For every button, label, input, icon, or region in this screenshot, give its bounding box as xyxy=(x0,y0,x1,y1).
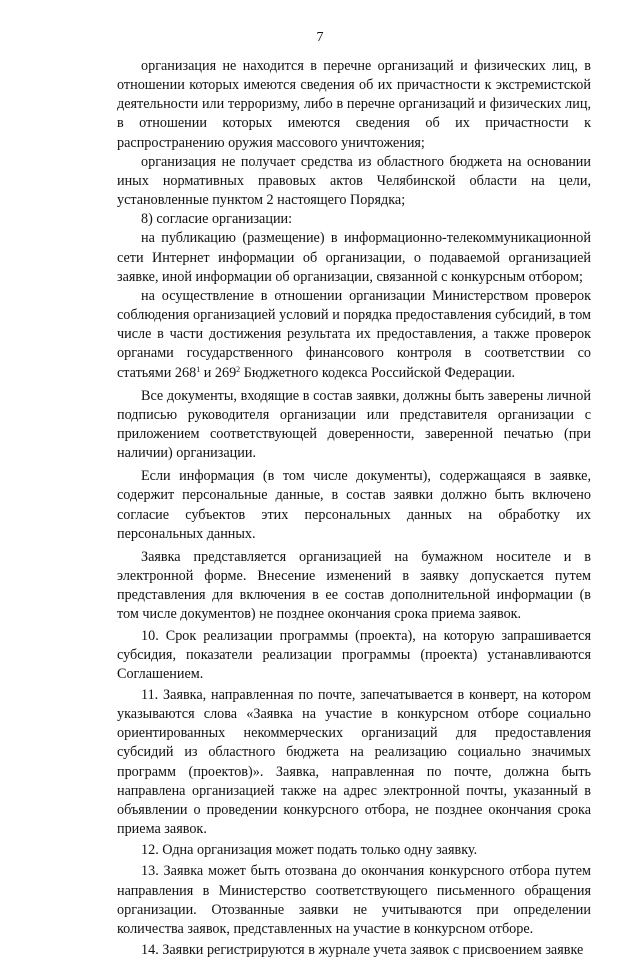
paragraph-item-12: 12. Одна организация может подать только одну заявку. xyxy=(141,842,478,859)
inspection-text-mid: и 269 xyxy=(200,364,237,381)
paragraph-item-14: 14. Заявки регистрируются в журнале учета заявок с присвоением заявке xyxy=(141,942,584,959)
superscript-1: 1 xyxy=(196,364,201,374)
page-number: 7 xyxy=(316,30,324,45)
paragraph-item-13: 13. Заявка может быть отозвана до окончания конкурсного отбора путем направления в Министерство соответствующего письменного обращения организации. Отозванные заявки не учитываются при определении количества заявок, представленных на участие в конкурсном отборе. xyxy=(117,863,591,937)
inspection-text-before: на осуществление в отношении организации Министерством проверок соблюдения организацией условий и порядка предоставления субсидий, в том числе в части достижения результата их предоставления, а также проверок органами государственного финансового контроля в соответствии со статьями 268 xyxy=(117,287,591,381)
paragraph-consent-heading: 8) согласие организации: xyxy=(141,211,293,228)
paragraph-submission-form: Заявка представляется организацией на бумажном носителе и в электронной форме. Внесение изменений в заявку допускается путем представления для включения в ее состав дополнительной информации (в том числе документов) не позднее окончания срока приема заявок. xyxy=(117,548,591,623)
superscript-2: 2 xyxy=(236,364,241,374)
paragraph-publication-consent: на публикацию (размещение) в информационно-телекоммуникационной сети Интернет информации об организации, о подаваемой организацией заявке, иной информации об организации, связанной с конкурсным отбором; xyxy=(117,230,591,285)
paragraph-personal-data: Если информация (в том числе документы), содержащаяся в заявке, содержит персональные данные, в состав заявки должно быть включено согласие субъектов этих персональных данных на обработку их персональных данных. xyxy=(117,468,591,542)
paragraph-documents-certification: Все документы, входящие в состав заявки, должны быть заверены личной подписью руководителя организации или представителя организации с приложением соответствующей доверенности, заверенной печатью (при наличии) организации. xyxy=(117,387,591,462)
body-text xyxy=(117,57,591,960)
paragraph-inspection-consent xyxy=(117,287,591,383)
paragraph-extremism-condition: организация не находится в перечне организаций и физических лиц, в отношении которых имеются сведения об их причастности к экстремистской деятельности или терроризму, либо в перечне организаций и физических лиц, в отношении которых имеются сведения об их причастности к распространению оружия массового уничтожения; xyxy=(117,58,591,151)
inspection-text-after: Бюджетного кодекса Российской Федерации. xyxy=(240,364,516,381)
paragraph-budget-condition: организация не получает средства из областного бюджета на основании иных нормативных правовых актов Челябинской области на цели, установленные пунктом 2 настоящего Порядка; xyxy=(117,153,591,209)
paragraph-item-11: 11. Заявка, направленная по почте, запечатывается в конверт, на котором указываются слова «Заявка на участие в конкурсном отборе социально ориентированных некоммерческих организаций для предоставления субсидий из областного бюджета на реализацию социально значимых программ (проектов)». Заявка, направленная по почте, должна быть направлена организацией также на адрес электронной почты, указанный в объявлении о проведении конкурсного отбора, не позднее окончания срока приема заявок. xyxy=(117,687,591,838)
paragraph-item-10: 10. Срок реализации программы (проекта), на которую запрашивается субсидия, показатели реализации программы (проекта) устанавливаются Соглашением. xyxy=(117,627,591,682)
